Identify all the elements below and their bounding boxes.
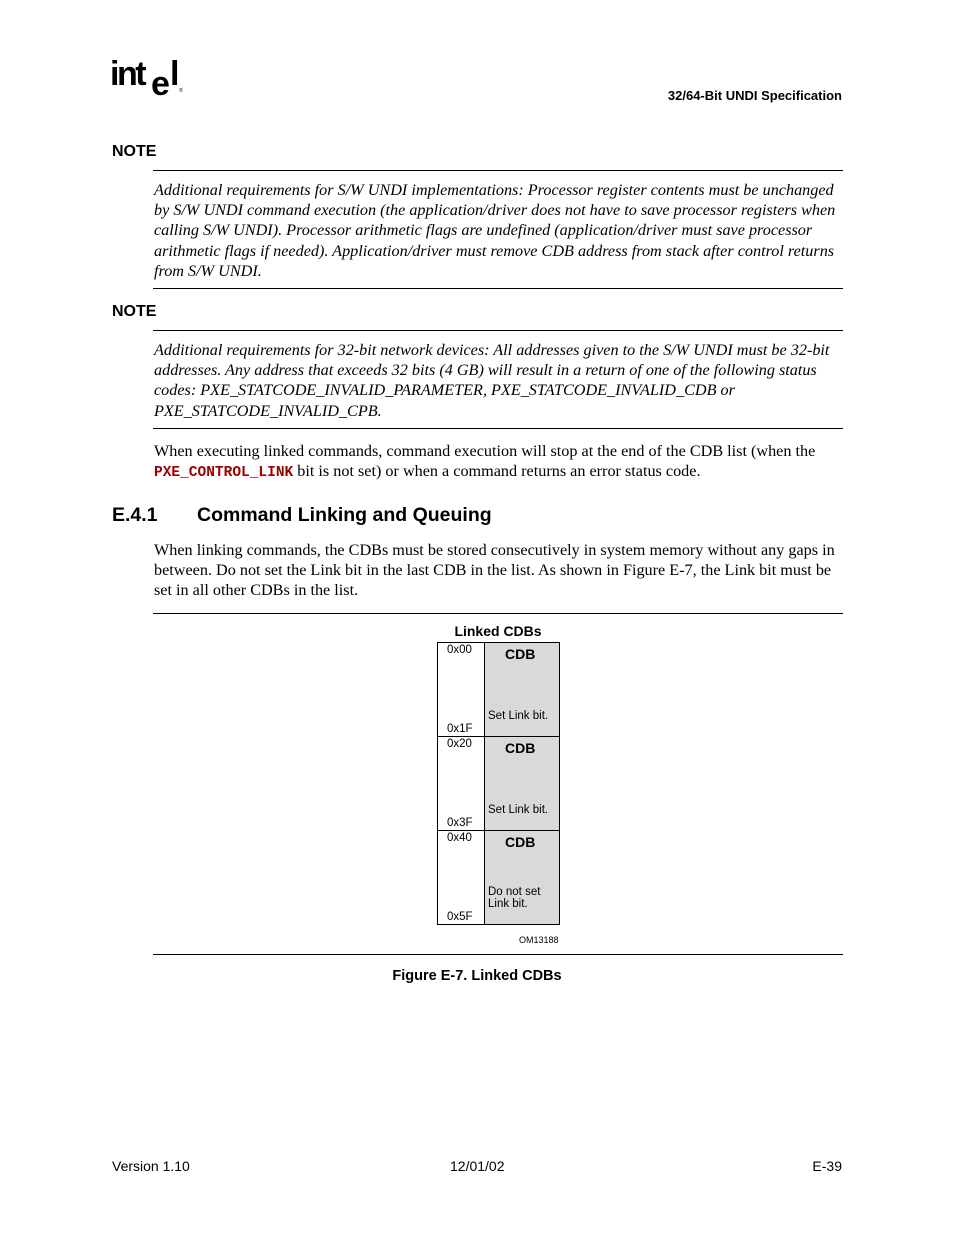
cdb-block bbox=[437, 736, 560, 831]
note-text: Additional requirements for 32-bit network devices: All addresses given to the S/W UNDI must be 32-bit addresses. Any address that exceeds 32 bits (4 GB) will result in a return of one of the following status codes: PXE_STATCODE_INVALID_PARAMETER, PXE_STATCODE_INVALID_CDB or PXE_STATCODE_INVALID_CPB. bbox=[154, 341, 830, 420]
figure-id: OM13188 bbox=[519, 935, 559, 945]
cdb-block bbox=[437, 830, 560, 925]
paragraph-text: When executing linked commands, command execution will stop at the end of the CDB list (when the bbox=[154, 442, 816, 460]
cdb-cell bbox=[485, 831, 559, 924]
note-bottom-rule bbox=[153, 428, 843, 429]
cdb-note: Set Link bit. bbox=[488, 710, 549, 722]
note-top-rule bbox=[153, 330, 843, 331]
note-text: Additional requirements for S/W UNDI implementations: Processor register contents must be unchanged by S/W UNDI command execution (the application/driver does not have to save processor registers when calling S/W UNDI). Processor arithmetic flags are undefined (application/driver must save processor arithmetic flags if needed). Application/driver must remove CDB address from stack after control returns from S/W UNDI. bbox=[154, 181, 836, 280]
svg-text:l: l bbox=[170, 55, 180, 93]
cdb-note: Do not set Link bit. bbox=[488, 886, 541, 910]
intel-logo bbox=[110, 55, 190, 103]
note-label: NOTE bbox=[112, 143, 157, 160]
cdb-block bbox=[437, 642, 560, 737]
linked-commands-paragraph bbox=[154, 441, 844, 483]
address-end: 0x3F bbox=[447, 817, 473, 829]
linked-cdbs-diagram bbox=[437, 620, 562, 950]
svg-text:®: ® bbox=[179, 88, 183, 94]
address-start: 0x20 bbox=[447, 738, 472, 750]
cdb-cell bbox=[485, 643, 559, 736]
paragraph-text: bit is not set) or when a command returns an error status code. bbox=[293, 462, 701, 480]
svg-text:int: int bbox=[110, 55, 145, 93]
section-heading bbox=[112, 504, 492, 527]
note-top-rule bbox=[153, 170, 843, 171]
address-end: 0x5F bbox=[447, 911, 473, 923]
svg-text:e: e bbox=[151, 65, 170, 103]
cdb-label: CDB bbox=[505, 834, 536, 850]
footer-version: Version 1.10 bbox=[112, 1158, 190, 1174]
section-number: E.4.1 bbox=[112, 504, 158, 526]
diagram-title: Linked CDBs bbox=[454, 623, 542, 639]
note-bottom-rule bbox=[153, 288, 843, 289]
cdb-label: CDB bbox=[505, 646, 536, 662]
address-column bbox=[438, 831, 485, 924]
figure-top-rule bbox=[153, 613, 843, 614]
address-start: 0x40 bbox=[447, 832, 472, 844]
address-start: 0x00 bbox=[447, 644, 472, 656]
footer-page-number: E-39 bbox=[812, 1158, 842, 1174]
section-title: Command Linking and Queuing bbox=[197, 504, 492, 526]
address-column bbox=[438, 737, 485, 830]
note-label: NOTE bbox=[112, 303, 157, 320]
address-column bbox=[438, 643, 485, 736]
cdb-note: Set Link bit. bbox=[488, 804, 549, 816]
address-end: 0x1F bbox=[447, 723, 473, 735]
cdb-cell bbox=[485, 737, 559, 830]
figure-caption: Figure E-7. Linked CDBs bbox=[392, 968, 562, 984]
figure-bottom-rule bbox=[153, 954, 843, 955]
cdb-label: CDB bbox=[505, 740, 536, 756]
header-doc-title: 32/64-Bit UNDI Specification bbox=[667, 88, 842, 103]
section-paragraph: When linking commands, the CDBs must be stored consecutively in system memory without any gaps in between. Do not set the Link bit in the last CDB in the list. As shown in Figure E-7, the Link bit must be set in all other CDBs in the list. bbox=[154, 541, 835, 599]
pxe-control-link-code: PXE_CONTROL_LINK bbox=[154, 465, 294, 481]
footer-date: 12/01/02 bbox=[450, 1158, 505, 1174]
